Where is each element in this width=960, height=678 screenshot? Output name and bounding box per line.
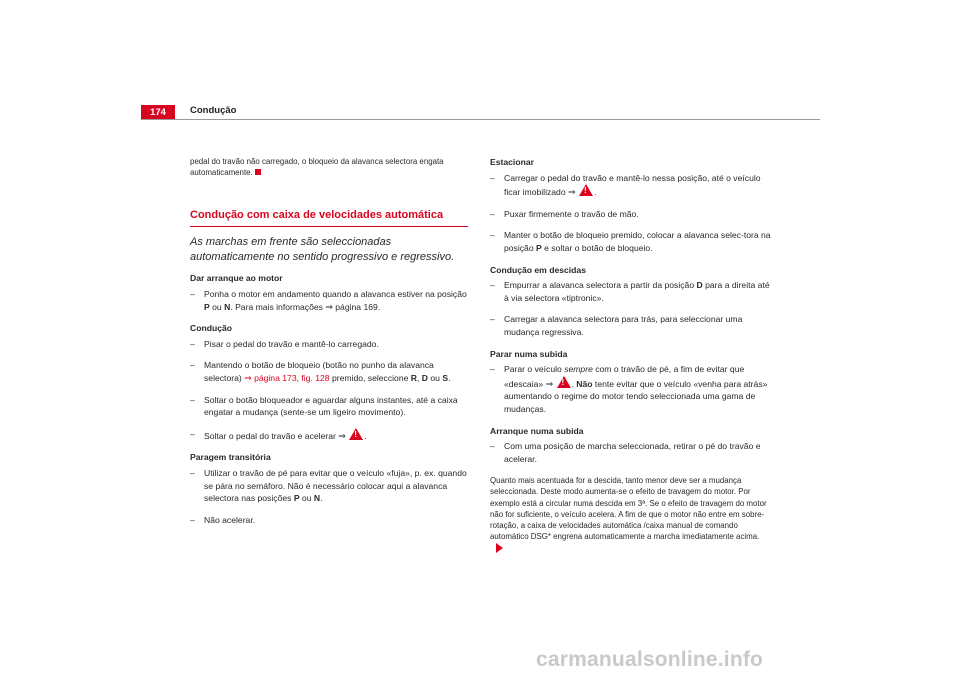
dash: – — [190, 289, 195, 299]
arrow-icon: ⇒ — [545, 378, 554, 389]
heading-dar-arranque: Dar arranque ao motor — [190, 273, 283, 284]
heading-conducao: Condução — [190, 323, 233, 334]
continue-arrow-icon[interactable] — [496, 543, 503, 553]
section-lead: As marchas em frente são seleccionadas automaticamente no sentido progressivo e regressivo. — [190, 236, 455, 263]
section-end-icon — [255, 169, 261, 175]
list-item: – Utilizar o travão de pé para evitar que o veículo «fuja», p. ex. quando se pára no semáforo. Não é necessário colocar aqui a alavanca selectora nas posições P ou N. — [190, 467, 467, 504]
right-column — [490, 156, 772, 555]
list-item: – Pisar o pedal do travão e mantê-lo carregado. — [190, 338, 379, 349]
warning-icon[interactable] — [579, 184, 593, 196]
note-paragraph — [490, 475, 772, 554]
note-text: Quanto mais acentuada for a descida, tanto menor deve ser a mudança seleccionada. Deste modo aumenta-se o efeito de travagem do motor. Por exemplo está a circular numa descida em 3ª. Se o efeito de travagem do motor não for suficiente, o veículo acelera. A fim de que o motor não entre em sobre-rotação, a caixa de velocidades automática /caixa manual de comando automático DSG* engrena automaticamente a marcha imediatamente acima. — [490, 476, 767, 542]
section-title: Condução com caixa de velocidades automática — [190, 208, 468, 227]
list-item: – Não acelerar. — [190, 514, 256, 525]
heading-descidas: Condução em descidas — [490, 264, 586, 275]
arrow-icon: ⇒ — [244, 372, 252, 383]
list-item: – Soltar o botão bloqueador e aguardar alguns instantes, até a caixa engatar a mudança (sente-se um ligeiro movimento). — [190, 394, 458, 418]
heading-arranque-subida: Arranque numa subida — [490, 425, 584, 436]
watermark: carmanualsonline.info — [536, 648, 764, 671]
intro-text: pedal do travão não carregado, o bloqueio da alavanca selectora engata automaticamente. — [190, 157, 444, 178]
list-item: – Parar o veículo sempre com o travão de pé, a fim de evitar que «descaia» ⇒ ! . Não tente evitar que o veículo «venha para atrás» aumentando o regime do motor tendo seleccionada uma gama de mudanças. — [490, 363, 772, 415]
chapter-title: Condução — [190, 105, 237, 116]
heading-parar-subida: Parar numa subida — [490, 348, 568, 359]
intro-paragraph — [190, 156, 468, 178]
arrow-icon: ⇒ — [338, 430, 346, 441]
list-item: – Manter o botão de bloqueio premido, colocar a alavanca selec-tora na posição P e soltar o botão de bloqueio. — [490, 230, 771, 253]
list-item: – Carregar a alavanca selectora para trás, para seleccionar uma mudança regressiva. — [490, 314, 743, 337]
figure-reference-link[interactable]: ⇒ página 173, fig. 128 — [244, 372, 330, 383]
heading-paragem: Paragem transitória — [190, 452, 271, 463]
list-item: – Soltar o pedal do travão e acelerar ⇒ ! . — [190, 428, 468, 443]
page-reference[interactable]: página 169. — [335, 301, 381, 312]
arrow-icon: ⇒ — [568, 187, 576, 198]
left-column — [190, 156, 468, 526]
list-item: – Empurrar a alavanca selectora a partir da posição D para a direita até à via selectora «tiptronic». — [490, 280, 770, 303]
arrow-icon: ⇒ — [325, 301, 333, 312]
list-item: – Ponha o motor em andamento quando a alavanca estiver na posição P ou N. Para mais informações ⇒ página 169. — [190, 289, 467, 312]
heading-estacionar: Estacionar — [490, 157, 534, 167]
warning-icon[interactable] — [349, 428, 363, 440]
page-number: 174 — [141, 105, 175, 119]
list-item: – Com uma posição de marcha seleccionada, retirar o pé do travão e acelerar. — [490, 441, 761, 464]
header-rule — [141, 119, 820, 120]
list-item: – Mantendo o botão de bloqueio (botão no punho da alavanca selectora) ⇒ página 173, fig. 128 premido, seleccione R, D ou S. — [190, 360, 451, 383]
list-item: – Carregar o pedal do travão e mantê-lo nessa posição, até o veículo ficar imobilizado ⇒ ! . — [490, 172, 772, 199]
warning-icon[interactable] — [557, 376, 571, 388]
list-item: – Puxar firmemente o travão de mão. — [490, 208, 639, 219]
